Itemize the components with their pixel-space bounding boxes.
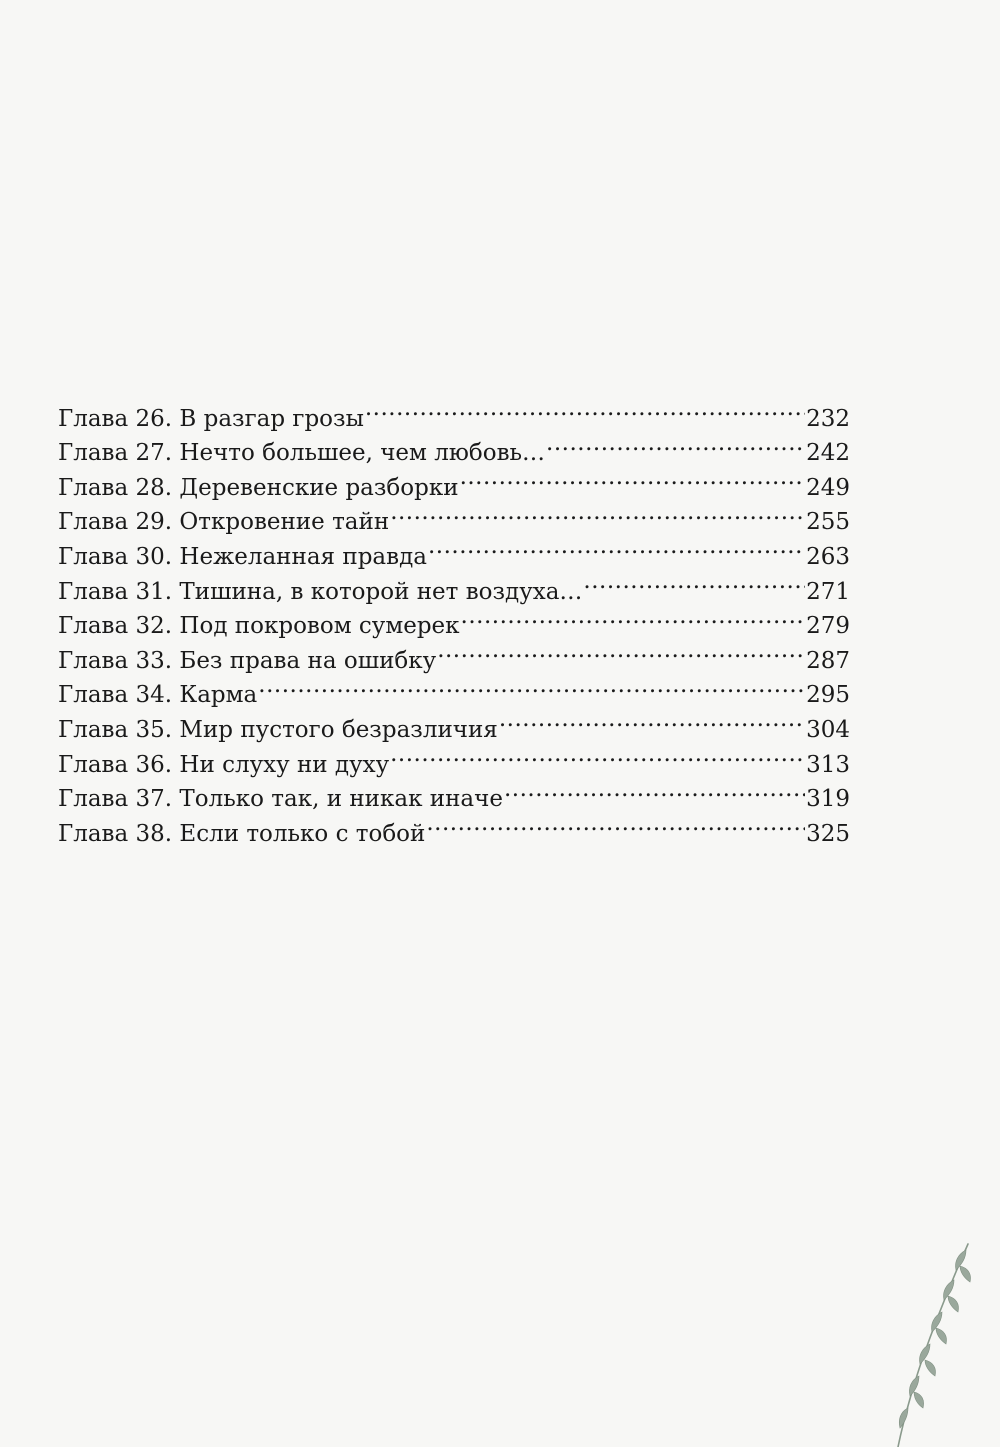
dot-leader (258, 668, 805, 703)
toc-entry-page: 279 (806, 613, 850, 640)
toc-entry-title: Глава 27. Нечто большее, чем любовь… (58, 440, 546, 467)
dot-leader (390, 737, 805, 772)
dot-leader (583, 564, 805, 599)
toc-entry-page: 287 (806, 647, 850, 674)
toc-entry-page: 319 (806, 786, 850, 813)
toc-entry-title: Глава 35. Мир пустого безразличия (58, 716, 498, 743)
toc-entry-title: Глава 30. Нежеланная правда (58, 543, 427, 570)
toc-entry-page: 249 (806, 474, 850, 501)
dot-leader (428, 529, 805, 564)
toc-entry-title: Глава 34. Карма (58, 682, 258, 709)
toc-entry-title: Глава 38. Если только с тобой (58, 820, 426, 847)
toc-entry-page: 313 (806, 751, 850, 778)
dot-leader (390, 495, 805, 530)
plant-sprig-icon (870, 1240, 980, 1447)
toc-entry-title: Глава 32. Под покровом сумерек (58, 613, 460, 640)
toc-entry-title: Глава 33. Без права на ошибку (58, 647, 437, 674)
toc-entry-title: Глава 28. Деревенские разборки (58, 474, 459, 501)
dot-leader (461, 599, 805, 634)
toc-entry-title: Глава 26. В разгар грозы (58, 405, 364, 432)
toc-entry-page: 242 (806, 440, 850, 467)
dot-leader (365, 391, 805, 426)
toc-entry-page: 295 (806, 682, 850, 709)
toc-entry-title: Глава 37. Только так, и никак иначе (58, 786, 503, 813)
toc-entry-page: 271 (806, 578, 850, 605)
toc-entry (58, 391, 850, 432)
dot-leader (504, 772, 805, 807)
toc-entry-title: Глава 36. Ни слуху ни духу (58, 751, 390, 778)
toc-entry-title: Глава 29. Откровение тайн (58, 509, 390, 536)
toc-entry-page: 255 (806, 509, 850, 536)
dot-leader (460, 460, 805, 495)
dot-leader (546, 426, 805, 461)
toc-entry-page: 232 (806, 405, 850, 432)
table-of-contents (58, 391, 850, 847)
toc-entry-page: 325 (806, 820, 850, 847)
dot-leader (437, 633, 805, 668)
toc-entry-title: Глава 31. Тишина, в которой нет воздуха… (58, 578, 583, 605)
toc-entry-page: 263 (806, 543, 850, 570)
dot-leader (426, 806, 805, 841)
toc-entry-page: 304 (806, 716, 850, 743)
dot-leader (499, 702, 805, 737)
